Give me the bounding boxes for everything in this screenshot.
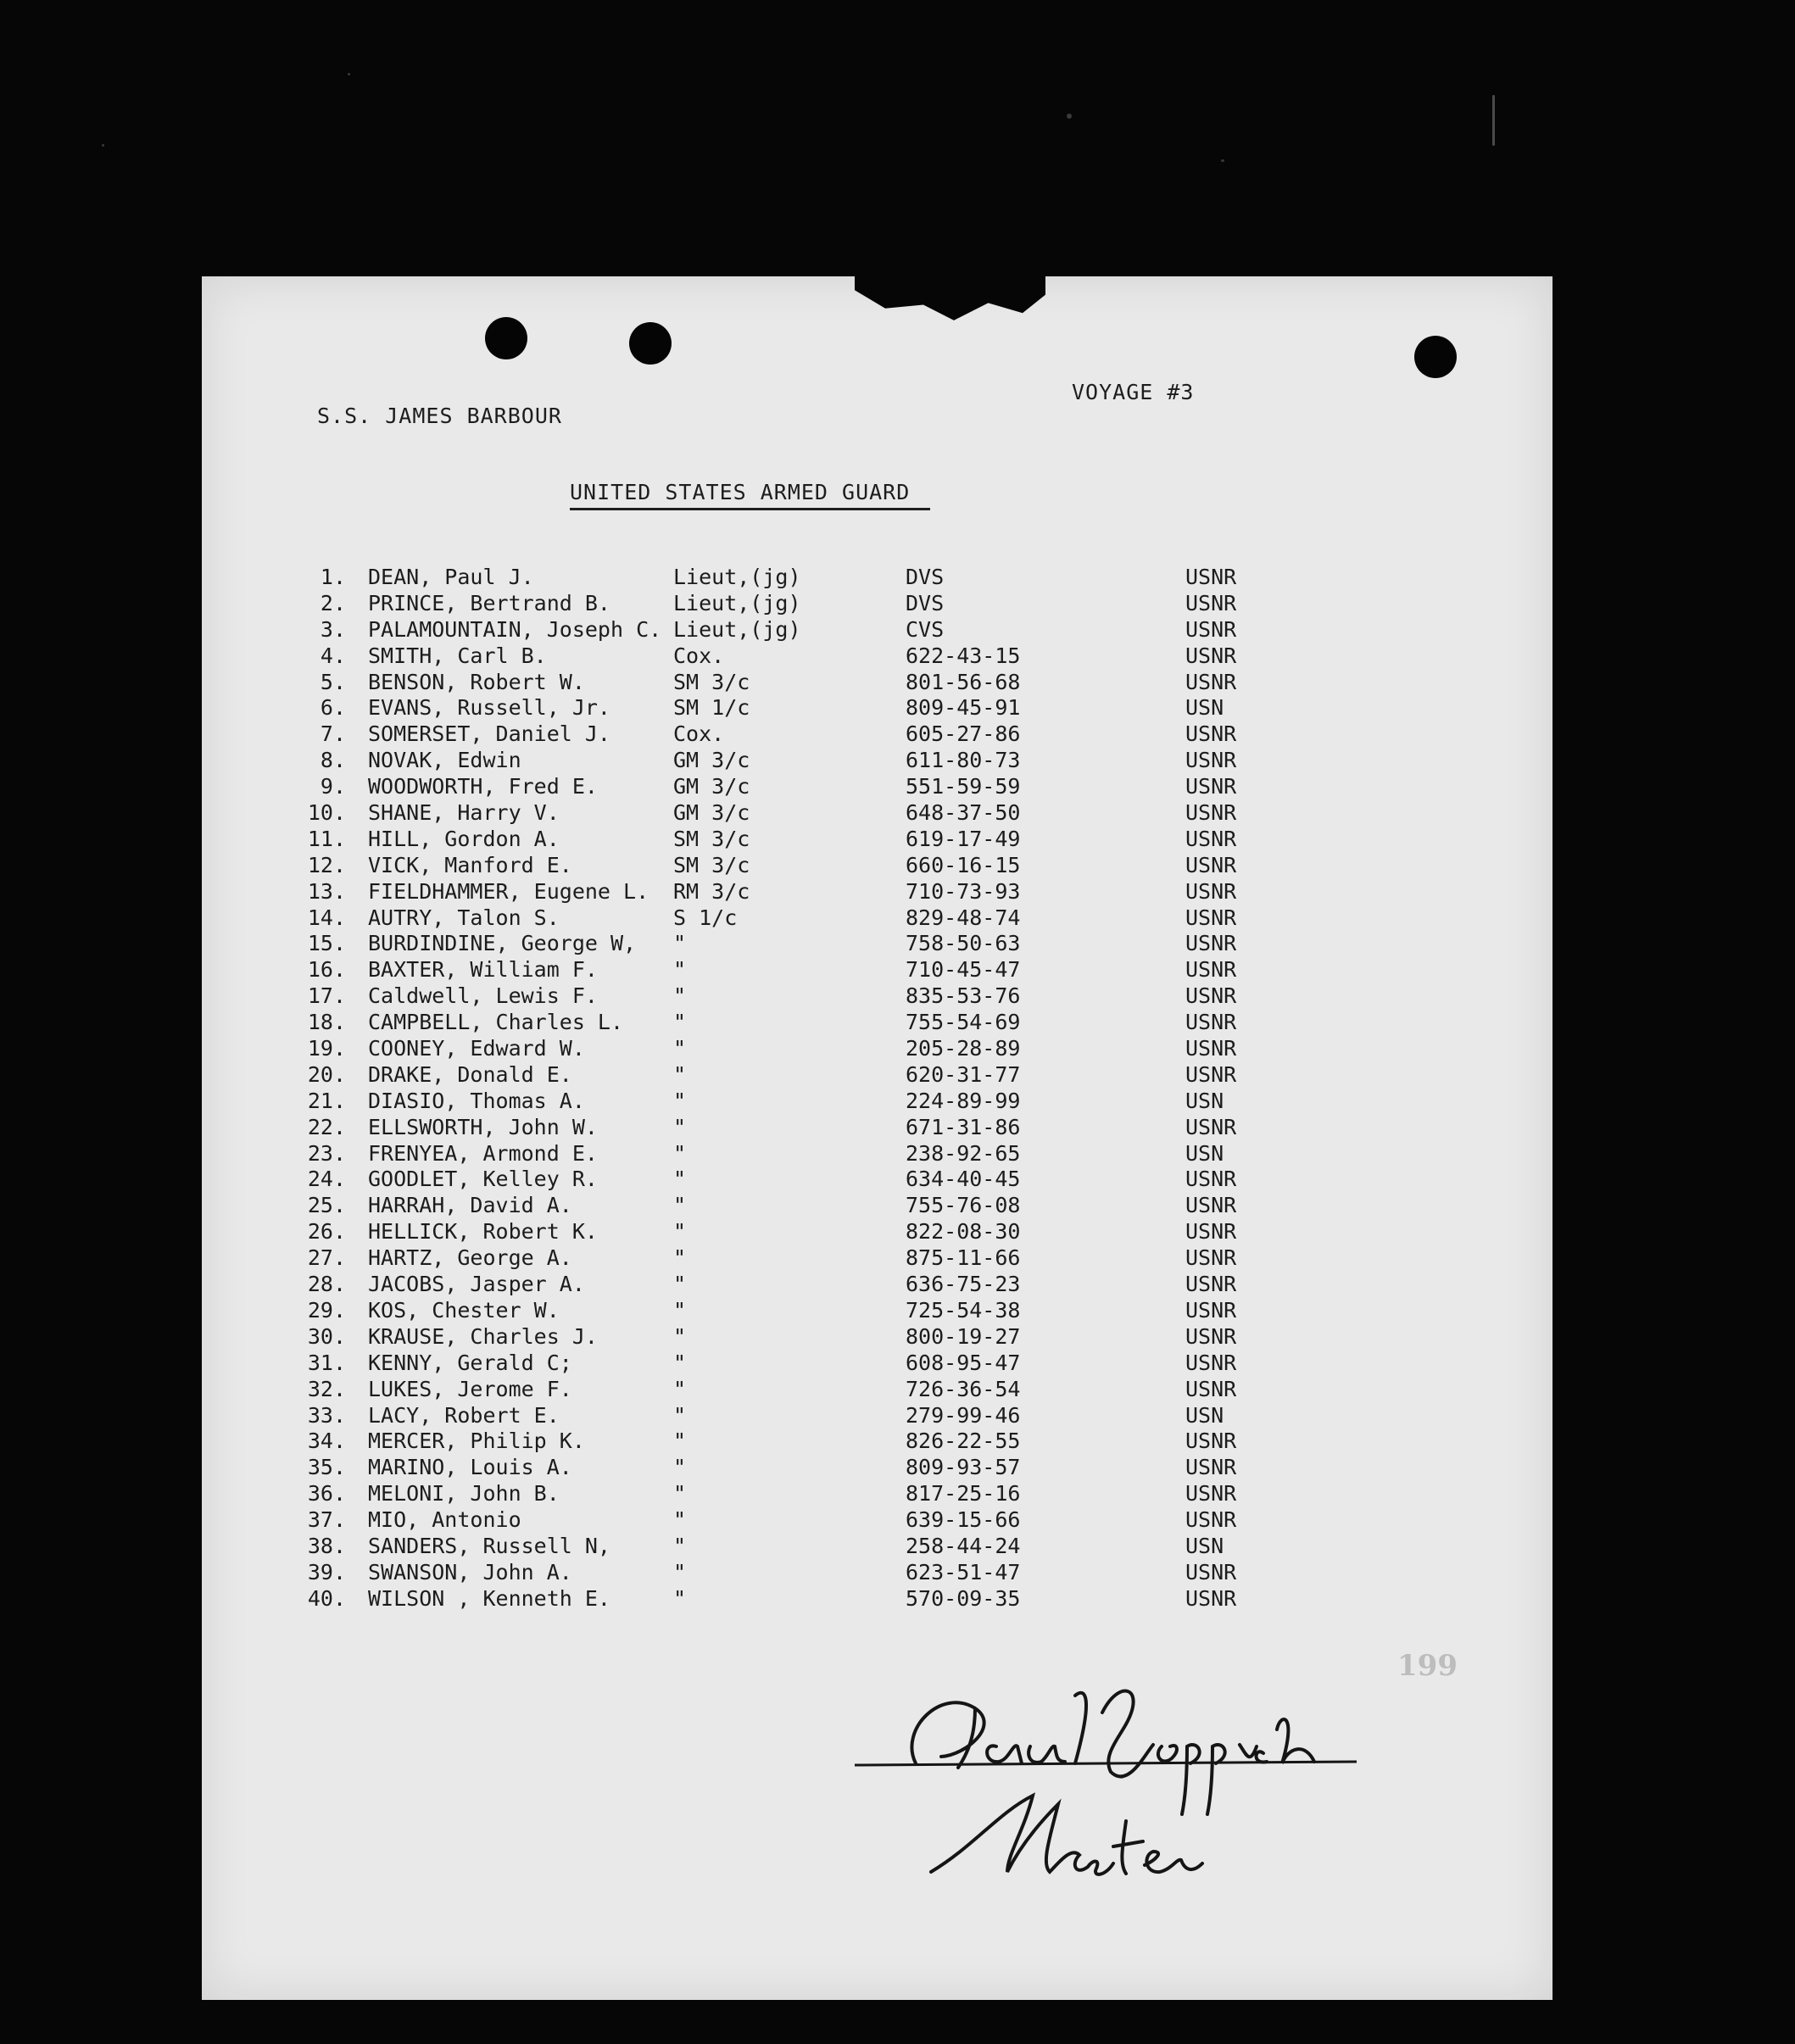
crew-number: 11. <box>307 826 346 851</box>
crew-service-number: 636-75-23 <box>906 1272 1021 1297</box>
crew-service-number: 822-08-30 <box>906 1219 1021 1245</box>
crew-service-branch: USNR <box>1185 748 1237 773</box>
crew-rank: Cox. <box>673 643 725 668</box>
title-underline <box>570 508 930 510</box>
crew-service-branch: USNR <box>1185 1219 1237 1245</box>
crew-row <box>287 905 1304 932</box>
crew-row <box>287 1586 1304 1612</box>
crew-rank: RM 3/c <box>673 878 750 904</box>
crew-service-number: 279-99-46 <box>906 1402 1021 1428</box>
crew-rank: " <box>673 1272 687 1297</box>
crew-service-branch: USNR <box>1185 1272 1237 1297</box>
crew-name: SANDERS, Russell N, <box>368 1533 610 1558</box>
crew-service-number: 620-31-77 <box>906 1061 1021 1087</box>
crew-name: CAMPBELL, Charles L. <box>368 1010 624 1035</box>
crew-row <box>287 957 1304 983</box>
crew-rank: " <box>673 983 687 1009</box>
crew-name: Caldwell, Lewis F. <box>368 983 598 1009</box>
crew-service-branch: USNR <box>1185 616 1237 642</box>
crew-rank: " <box>673 1376 687 1401</box>
crew-name: MELONI, John B. <box>368 1481 560 1507</box>
crew-rank: " <box>673 1533 687 1558</box>
crew-service-number: 660-16-15 <box>906 852 1021 877</box>
crew-rank: " <box>673 1140 687 1166</box>
crew-rank: " <box>673 1507 687 1533</box>
crew-rank: SM 1/c <box>673 695 750 721</box>
crew-number: 39. <box>307 1559 346 1585</box>
crew-service-branch: USNR <box>1185 1245 1237 1271</box>
crew-name: MIO, Antonio <box>368 1507 521 1533</box>
crew-row <box>287 1403 1304 1429</box>
crew-name: DEAN, Paul J. <box>368 565 534 589</box>
crew-service-branch: USNR <box>1185 1559 1237 1585</box>
crew-service-number: DVS <box>906 565 945 589</box>
film-speck <box>348 73 350 75</box>
crew-number: 37. <box>307 1507 346 1533</box>
crew-service-branch: USNR <box>1185 1507 1237 1533</box>
crew-rank: " <box>673 1559 687 1585</box>
crew-name: HARRAH, David A. <box>368 1193 572 1218</box>
crew-service-branch: USNR <box>1185 1036 1237 1061</box>
crew-service-branch: USN <box>1185 1088 1224 1113</box>
crew-number: 19. <box>307 1036 346 1061</box>
crew-rank: " <box>673 1455 687 1480</box>
crew-row <box>287 1507 1304 1534</box>
film-speck <box>1221 159 1224 162</box>
crew-rank: " <box>673 931 687 956</box>
crew-row <box>287 721 1304 748</box>
crew-service-number: 639-15-66 <box>906 1507 1021 1533</box>
crew-number: 32. <box>307 1376 346 1401</box>
crew-service-number: 605-27-86 <box>906 721 1021 747</box>
crew-service-branch: USNR <box>1185 1167 1237 1192</box>
crew-row <box>287 931 1304 957</box>
film-scratch <box>1492 95 1495 146</box>
crew-number: 5. <box>320 669 346 694</box>
crew-number: 16. <box>307 957 346 983</box>
crew-row <box>287 1560 1304 1586</box>
crew-number: 31. <box>307 1350 346 1375</box>
crew-row <box>287 1245 1304 1272</box>
crew-name: NOVAK, Edwin <box>368 748 521 773</box>
crew-service-number: 726-36-54 <box>906 1376 1021 1401</box>
crew-row <box>287 983 1304 1010</box>
crew-service-branch: USNR <box>1185 1114 1237 1139</box>
crew-service-branch: USNR <box>1185 826 1237 851</box>
crew-row <box>287 853 1304 879</box>
punch-hole <box>1414 336 1457 378</box>
crew-name: FRENYEA, Armond E. <box>368 1140 598 1166</box>
crew-number: 9. <box>320 774 346 799</box>
crew-service-branch: USNR <box>1185 1193 1237 1218</box>
crew-row <box>287 1062 1304 1089</box>
crew-number: 4. <box>320 643 346 668</box>
crew-service-branch: USNR <box>1185 1297 1237 1323</box>
crew-rank: " <box>673 1193 687 1218</box>
crew-service-branch: USNR <box>1185 878 1237 904</box>
crew-number: 35. <box>307 1455 346 1480</box>
crew-service-number: 205-28-89 <box>906 1036 1021 1061</box>
crew-rank: " <box>673 1350 687 1375</box>
crew-service-branch: USNR <box>1185 1323 1237 1349</box>
crew-name: KRAUSE, Charles J. <box>368 1323 598 1349</box>
crew-row <box>287 1429 1304 1455</box>
crew-service-number: 622-43-15 <box>906 643 1021 668</box>
crew-rank: GM 3/c <box>673 800 750 826</box>
crew-number: 22. <box>307 1114 346 1139</box>
crew-rank: " <box>673 1323 687 1349</box>
crew-rank: Lieut,(jg) <box>673 616 801 642</box>
crew-service-number: 710-73-93 <box>906 878 1021 904</box>
crew-number: 33. <box>307 1402 346 1428</box>
crew-row <box>287 1351 1304 1377</box>
crew-service-branch: USN <box>1185 695 1224 721</box>
crew-service-branch: USNR <box>1185 852 1237 877</box>
crew-row <box>287 1324 1304 1351</box>
crew-service-number: 755-76-08 <box>906 1193 1021 1218</box>
crew-number: 12. <box>307 852 346 877</box>
crew-service-branch: USNR <box>1185 590 1237 615</box>
crew-name: FIELDHAMMER, Eugene L. <box>368 878 649 904</box>
crew-service-number: 835-53-76 <box>906 983 1021 1009</box>
crew-row <box>287 800 1304 827</box>
torn-edge <box>855 276 1045 322</box>
crew-number: 6. <box>320 695 346 721</box>
crew-service-branch: USNR <box>1185 905 1237 930</box>
voyage-number: VOYAGE #3 <box>1072 380 1195 404</box>
crew-name: COONEY, Edward W. <box>368 1036 585 1061</box>
crew-service-branch: USNR <box>1185 1010 1237 1035</box>
crew-service-number: 611-80-73 <box>906 748 1021 773</box>
crew-service-number: 258-44-24 <box>906 1533 1021 1558</box>
crew-name: WILSON , Kenneth E. <box>368 1585 610 1611</box>
crew-service-number: 224-89-99 <box>906 1088 1021 1113</box>
crew-service-number: 623-51-47 <box>906 1559 1021 1585</box>
crew-number: 15. <box>307 931 346 956</box>
crew-row <box>287 1272 1304 1298</box>
crew-number: 23. <box>307 1140 346 1166</box>
crew-rank: " <box>673 1219 687 1245</box>
crew-service-branch: USNR <box>1185 931 1237 956</box>
crew-row <box>287 1010 1304 1036</box>
crew-name: GOODLET, Kelley R. <box>368 1167 598 1192</box>
crew-rank: Lieut,(jg) <box>673 565 801 589</box>
crew-service-number: CVS <box>906 616 945 642</box>
crew-row <box>287 670 1304 696</box>
crew-rank: " <box>673 1585 687 1611</box>
crew-name: PRINCE, Bertrand B. <box>368 590 610 615</box>
crew-rank: SM 3/c <box>673 852 750 877</box>
crew-number: 10. <box>307 800 346 826</box>
crew-row <box>287 827 1304 853</box>
crew-service-number: 758-50-63 <box>906 931 1021 956</box>
crew-row <box>287 1219 1304 1245</box>
crew-name: SMITH, Carl B. <box>368 643 547 668</box>
crew-rank: " <box>673 1061 687 1087</box>
crew-number: 28. <box>307 1272 346 1297</box>
crew-number: 3. <box>320 616 346 642</box>
crew-row <box>287 879 1304 905</box>
crew-rank: SM 3/c <box>673 669 750 694</box>
punch-hole <box>629 322 672 365</box>
ship-name: S.S. JAMES BARBOUR <box>317 404 562 428</box>
crew-service-branch: USNR <box>1185 800 1237 826</box>
crew-service-branch: USNR <box>1185 721 1237 747</box>
crew-service-branch: USN <box>1185 1533 1224 1558</box>
crew-service-number: 809-45-91 <box>906 695 1021 721</box>
crew-number: 13. <box>307 878 346 904</box>
crew-number: 34. <box>307 1429 346 1454</box>
crew-name: MARINO, Louis A. <box>368 1455 572 1480</box>
crew-rank: " <box>673 1481 687 1507</box>
crew-row <box>287 643 1304 670</box>
crew-name: WOODWORTH, Fred E. <box>368 774 598 799</box>
crew-rank: " <box>673 1036 687 1061</box>
crew-number: 40. <box>307 1585 346 1611</box>
crew-service-number: 710-45-47 <box>906 957 1021 983</box>
crew-row <box>287 695 1304 721</box>
crew-service-number: 634-40-45 <box>906 1167 1021 1192</box>
crew-row <box>287 1193 1304 1219</box>
crew-name: JACOBS, Jasper A. <box>368 1272 585 1297</box>
crew-rank: Cox. <box>673 721 725 747</box>
crew-service-number: 608-95-47 <box>906 1350 1021 1375</box>
crew-name: SOMERSET, Daniel J. <box>368 721 610 747</box>
crew-number: 21. <box>307 1088 346 1113</box>
crew-number: 27. <box>307 1245 346 1271</box>
crew-row <box>287 1481 1304 1507</box>
crew-name: HILL, Gordon A. <box>368 826 560 851</box>
crew-number: 17. <box>307 983 346 1009</box>
file-number: 199 <box>1397 1649 1458 1683</box>
crew-list <box>287 565 1304 1612</box>
crew-service-branch: USNR <box>1185 774 1237 799</box>
crew-name: DRAKE, Donald E. <box>368 1061 572 1087</box>
crew-number: 30. <box>307 1323 346 1349</box>
crew-service-branch: USN <box>1185 1402 1224 1428</box>
crew-service-number: 809-93-57 <box>906 1455 1021 1480</box>
crew-row <box>287 774 1304 800</box>
crew-name: KOS, Chester W. <box>368 1297 560 1323</box>
crew-row <box>287 617 1304 643</box>
crew-service-branch: USNR <box>1185 983 1237 1009</box>
crew-name: LACY, Robert E. <box>368 1402 560 1428</box>
crew-name: AUTRY, Talon S. <box>368 905 560 930</box>
crew-service-number: 829-48-74 <box>906 905 1021 930</box>
crew-name: BURDINDINE, George W, <box>368 931 637 956</box>
crew-service-branch: USNR <box>1185 565 1237 589</box>
crew-row <box>287 1377 1304 1403</box>
film-speck <box>1067 114 1072 119</box>
crew-name: EVANS, Russell, Jr. <box>368 695 610 721</box>
crew-number: 2. <box>320 590 346 615</box>
crew-service-branch: USNR <box>1185 1481 1237 1507</box>
crew-service-number: 755-54-69 <box>906 1010 1021 1035</box>
crew-name: HELLICK, Robert K. <box>368 1219 598 1245</box>
crew-name: HARTZ, George A. <box>368 1245 572 1271</box>
crew-rank: " <box>673 957 687 983</box>
crew-rank: " <box>673 1167 687 1192</box>
crew-number: 7. <box>320 721 346 747</box>
crew-service-branch: USNR <box>1185 1429 1237 1454</box>
crew-row <box>287 591 1304 617</box>
crew-number: 20. <box>307 1061 346 1087</box>
crew-rank: " <box>673 1114 687 1139</box>
film-speck <box>102 144 104 147</box>
crew-service-number: 875-11-66 <box>906 1245 1021 1271</box>
crew-row <box>287 1089 1304 1115</box>
crew-rank: S 1/c <box>673 905 738 930</box>
crew-number: 18. <box>307 1010 346 1035</box>
crew-number: 25. <box>307 1193 346 1218</box>
crew-rank: " <box>673 1402 687 1428</box>
crew-number: 8. <box>320 748 346 773</box>
crew-rank: Lieut,(jg) <box>673 590 801 615</box>
crew-name: DIASIO, Thomas A. <box>368 1088 585 1113</box>
crew-service-number: 826-22-55 <box>906 1429 1021 1454</box>
crew-row <box>287 1167 1304 1193</box>
crew-name: BAXTER, William F. <box>368 957 598 983</box>
crew-name: VICK, Manford E. <box>368 852 572 877</box>
crew-name: KENNY, Gerald C; <box>368 1350 572 1375</box>
crew-rank: GM 3/c <box>673 748 750 773</box>
crew-service-number: 671-31-86 <box>906 1114 1021 1139</box>
crew-service-number: 648-37-50 <box>906 800 1021 826</box>
crew-service-number: DVS <box>906 590 945 615</box>
crew-service-number: 725-54-38 <box>906 1297 1021 1323</box>
crew-rank: SM 3/c <box>673 826 750 851</box>
crew-service-number: 817-25-16 <box>906 1481 1021 1507</box>
crew-rank: " <box>673 1245 687 1271</box>
crew-name: BENSON, Robert W. <box>368 669 585 694</box>
crew-rank: " <box>673 1088 687 1113</box>
crew-service-number: 238-92-65 <box>906 1140 1021 1166</box>
crew-name: ELLSWORTH, John W. <box>368 1114 598 1139</box>
crew-service-number: 551-59-59 <box>906 774 1021 799</box>
crew-number: 1. <box>320 565 346 589</box>
signature-master <box>923 1779 1211 1889</box>
crew-service-branch: USNR <box>1185 1350 1237 1375</box>
crew-name: LUKES, Jerome F. <box>368 1376 572 1401</box>
crew-service-branch: USNR <box>1185 669 1237 694</box>
crew-row <box>287 1036 1304 1062</box>
crew-number: 29. <box>307 1297 346 1323</box>
crew-number: 36. <box>307 1481 346 1507</box>
crew-name: SWANSON, John A. <box>368 1559 572 1585</box>
crew-service-number: 619-17-49 <box>906 826 1021 851</box>
crew-service-number: 800-19-27 <box>906 1323 1021 1349</box>
document-title: UNITED STATES ARMED GUARD <box>570 480 911 504</box>
crew-service-number: 801-56-68 <box>906 669 1021 694</box>
crew-row <box>287 1141 1304 1167</box>
crew-row <box>287 748 1304 774</box>
crew-service-branch: USNR <box>1185 1061 1237 1087</box>
crew-rank: " <box>673 1429 687 1454</box>
crew-number: 26. <box>307 1219 346 1245</box>
crew-rank: " <box>673 1297 687 1323</box>
crew-service-branch: USNR <box>1185 643 1237 668</box>
crew-name: SHANE, Harry V. <box>368 800 560 826</box>
crew-number: 38. <box>307 1533 346 1558</box>
crew-rank: " <box>673 1010 687 1035</box>
crew-row <box>287 1455 1304 1481</box>
crew-name: PALAMOUNTAIN, Joseph C. <box>368 616 662 642</box>
crew-service-number: 570-09-35 <box>906 1585 1021 1611</box>
crew-number: 14. <box>307 905 346 930</box>
crew-row <box>287 565 1304 591</box>
crew-number: 24. <box>307 1167 346 1192</box>
crew-service-branch: USN <box>1185 1140 1224 1166</box>
crew-row <box>287 1534 1304 1560</box>
crew-name: MERCER, Philip K. <box>368 1429 585 1454</box>
punch-hole <box>485 317 527 359</box>
crew-service-branch: USNR <box>1185 1455 1237 1480</box>
crew-service-branch: USNR <box>1185 957 1237 983</box>
crew-row <box>287 1298 1304 1324</box>
crew-service-branch: USNR <box>1185 1376 1237 1401</box>
crew-rank: GM 3/c <box>673 774 750 799</box>
crew-service-branch: USNR <box>1185 1585 1237 1611</box>
crew-row <box>287 1115 1304 1141</box>
